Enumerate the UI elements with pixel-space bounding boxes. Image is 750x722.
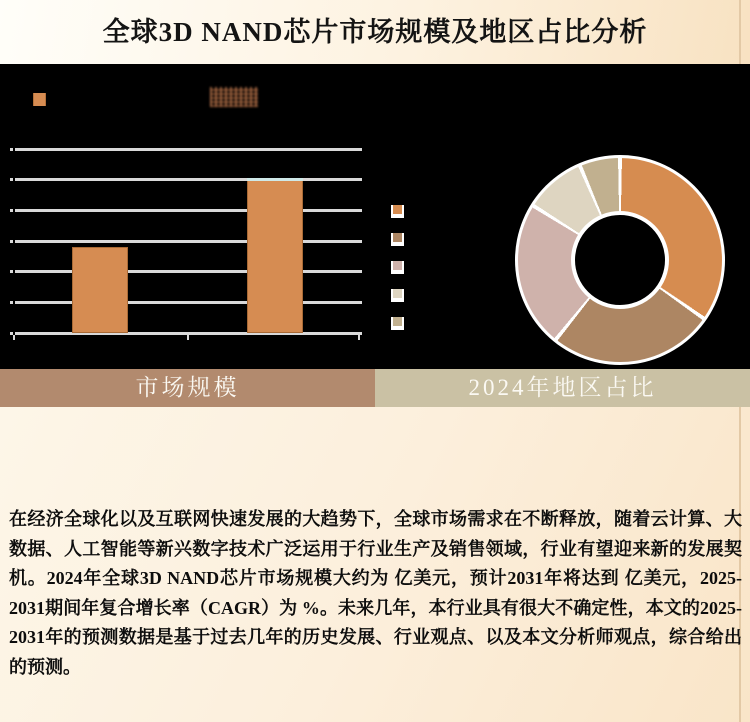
gridline: [358, 178, 362, 181]
donut-legend-swatch: [393, 317, 402, 326]
donut-legend-item: [391, 233, 404, 246]
x-axis-tick: [187, 335, 189, 340]
gridline: [10, 209, 13, 212]
donut-legend-item: [391, 261, 404, 274]
donut-legend: [391, 203, 404, 345]
gridline: [10, 270, 13, 273]
gridline: [15, 178, 360, 181]
x-axis-tick: [358, 335, 360, 340]
donut-hole: [571, 211, 669, 309]
page-title: 全球3D NAND芯片市场规模及地区占比分析: [102, 17, 648, 47]
gridline: [10, 148, 13, 151]
donut-legend-item: [391, 317, 404, 330]
gridline: [10, 240, 13, 243]
watermark-smudge: [210, 87, 258, 107]
tab-region-share: 2024年地区占比: [375, 369, 750, 407]
gridline: [15, 240, 360, 243]
x-axis-tick: [13, 335, 15, 340]
donut-legend-swatch: [393, 205, 402, 214]
gridline: [15, 270, 360, 273]
description-paragraph: 在经济全球化以及互联网快速发展的大趋势下，全球市场需求在不断释放，随着云计算、大数据、人工智能等新兴数字技术广泛运用于行业生产及销售领域，行业有望迎来新的发展契机。2024年全球3D NAND芯片市场规模大约为 亿美元，预计2031年将达到 亿美元，2025-2031期间年复合增长率（CAGR）为 %。未来几年，本行业具有很大不确定性，本文的2025-2031年的预测数据是基于过去几年的历史发展、行业观点、以及本文分析师观点，综合给出的预测。: [9, 509, 742, 677]
gridline: [15, 301, 360, 304]
donut-legend-swatch: [393, 261, 402, 270]
gridline: [10, 178, 13, 181]
gridline: [10, 301, 13, 304]
bar-chart: [10, 148, 362, 340]
chart-panel: [0, 64, 750, 369]
gridline: [358, 148, 362, 151]
gridline: [15, 148, 360, 151]
tab-market-size: 市场规模: [0, 369, 375, 407]
bar: [247, 180, 303, 333]
donut-legend-swatch: [393, 233, 402, 242]
bar: [72, 247, 128, 333]
gridline: [358, 240, 362, 243]
gridline: [15, 209, 360, 212]
donut-legend-swatch: [393, 289, 402, 298]
title-band: [0, 0, 750, 64]
gridline: [358, 209, 362, 212]
bar-highlight-cap: [247, 178, 303, 181]
gridline: [358, 270, 362, 273]
donut-legend-item: [391, 205, 404, 218]
gridline: [358, 301, 362, 304]
bar-legend-swatch: [33, 93, 46, 106]
donut-legend-item: [391, 289, 404, 302]
